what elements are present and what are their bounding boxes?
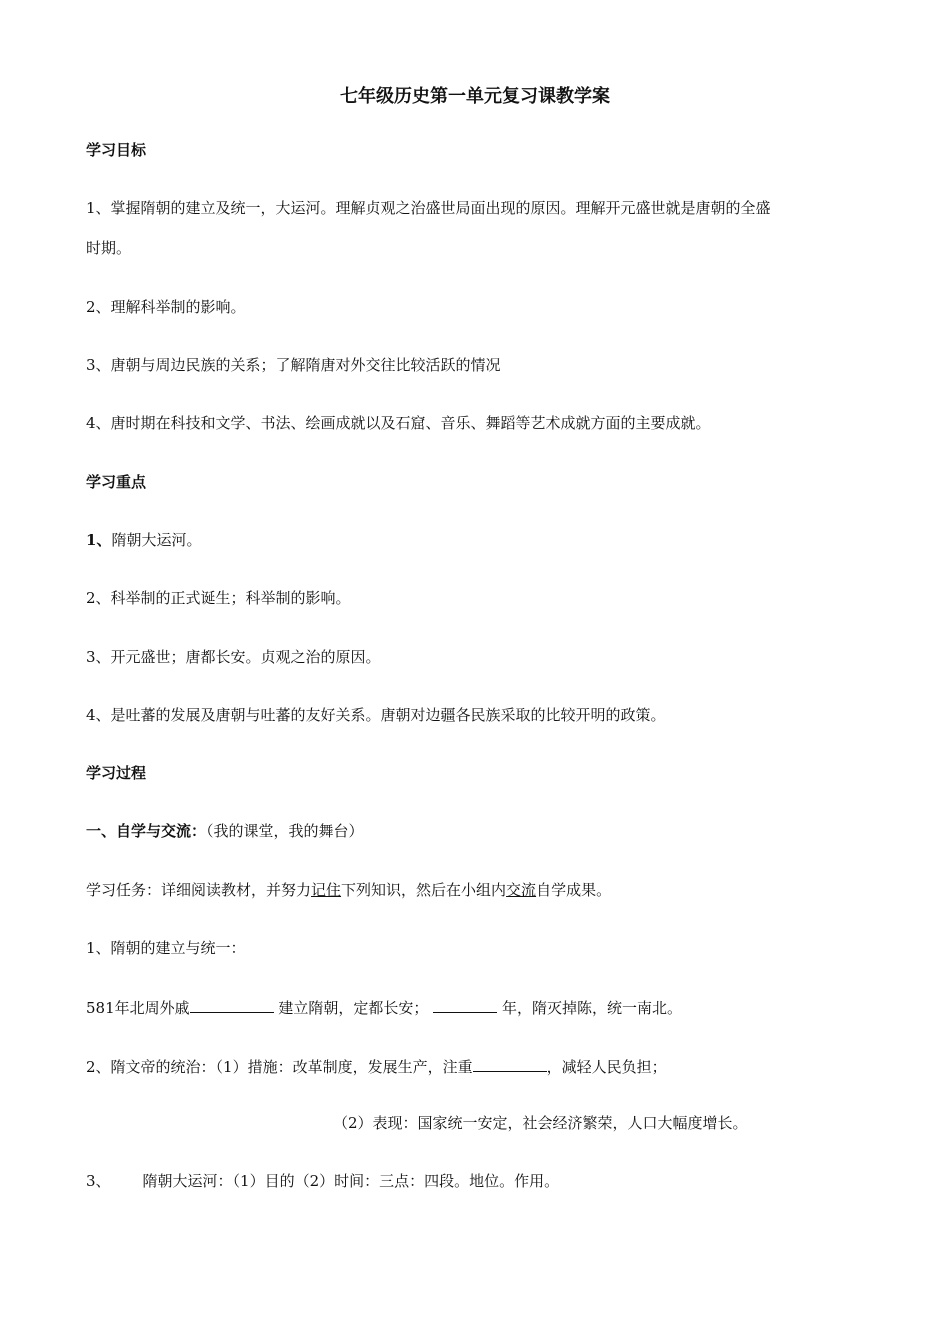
objectives-heading: 学习目标 [86,141,147,159]
task-remember: 记住 [311,881,342,899]
task-suffix: 自学成果。 [536,881,612,899]
q1-text-a: 581年北周外戚 [86,999,190,1017]
q2-text-a: 2、隋文帝的统治：（1）措施：改革制度，发展生产，注重 [86,1058,473,1076]
q1-text-b: 建立隋朝，定都长安； [273,999,429,1017]
fill-blank[interactable] [190,996,274,1013]
section-1-header [86,821,364,841]
keypoint-2: 2、科举制的正式诞生；科举制的影响。 [86,589,351,607]
task-prefix: 学习任务：详细阅读教材，并努力 [86,881,312,899]
objective-2: 2、理解科举制的影响。 [86,298,246,316]
q1-text-c: 年，隋灭掉陈，统一南北。 [497,999,682,1017]
page-title: 七年级历史第一单元复习课教学案 [340,86,610,107]
section-1-note: （我的课堂，我的舞台） [206,822,364,840]
question-2-detail: （2）表现：国家统一安定，社会经济繁荣，人口大幅度增长。 [333,1114,748,1132]
objective-1-line-2: 时期。 [86,239,132,257]
q3-text: 隋朝大运河：（1）目的（2）时间：三点：四段。地位。作用。 [142,1172,560,1190]
task-middle: 下列知识，然后在小组内 [341,881,507,899]
section-1-heading: 一、自学与交流： [86,822,207,840]
objective-1-line-1: 1、掌握隋朝的建立及统一，大运河。理解贞观之治盛世局面出现的原因。理解开元盛世就是唐朝的全盛 [86,199,771,217]
process-heading: 学习过程 [86,764,147,782]
task-exchange: 交流 [506,881,537,899]
objective-4: 4、唐时期在科技和文学、书法、绘画成就以及石窟、音乐、舞蹈等艺术成就方面的主要成就。 [86,414,711,432]
learning-task [86,880,611,900]
keypoint-1-text: 隋朝大运河。 [111,531,202,549]
keypoints-heading: 学习重点 [86,473,147,491]
fill-blank[interactable] [433,996,497,1013]
fill-blank[interactable] [473,1055,547,1072]
question-3 [86,1171,559,1191]
keypoint-3: 3、开元盛世；唐都长安。贞观之治的原因。 [86,648,381,666]
question-1-fill [86,996,682,1018]
question-2 [86,1055,667,1077]
keypoint-1-number: 1、 [86,531,112,549]
objective-3: 3、唐朝与周边民族的关系；了解隋唐对外交往比较活跃的情况 [86,356,501,374]
keypoint-4: 4、是吐蕃的发展及唐朝与吐蕃的友好关系。唐朝对边疆各民族采取的比较开明的政策。 [86,706,666,724]
keypoint-1 [86,530,201,550]
q3-number: 3、 [86,1172,111,1190]
q2-text-b: ，减轻人民负担； [546,1058,667,1076]
question-1: 1、隋朝的建立与统一： [86,939,246,957]
